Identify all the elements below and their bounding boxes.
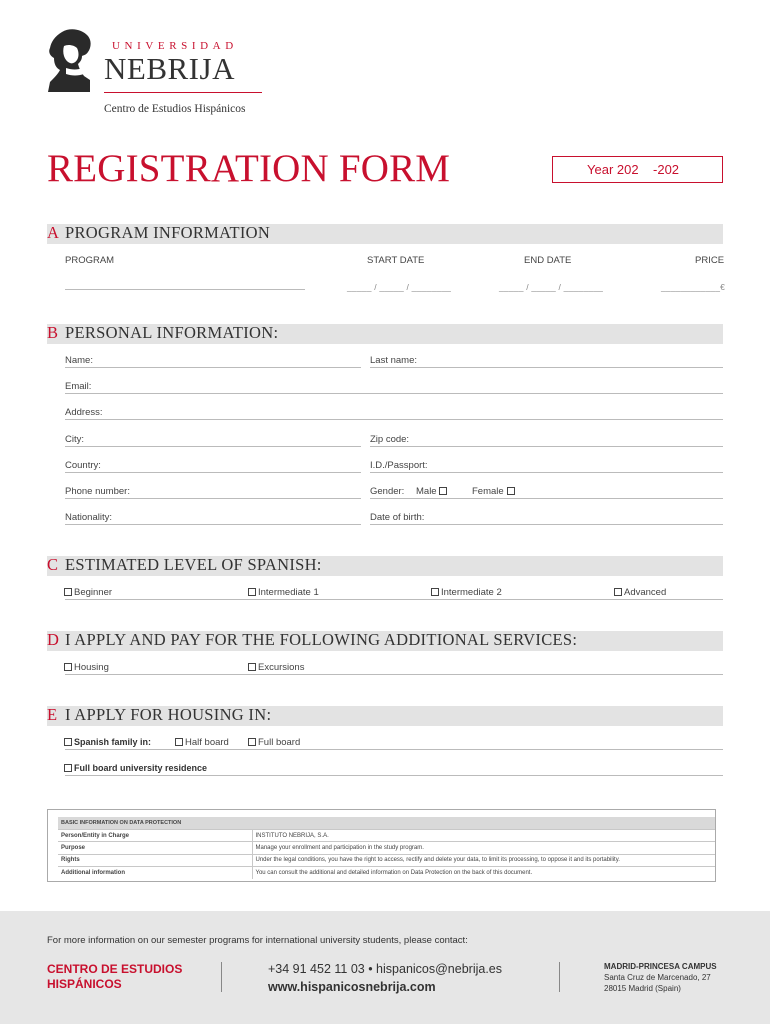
city-label: City: (65, 434, 84, 445)
address-label: Address: (65, 407, 103, 418)
checkbox-icon[interactable] (614, 588, 622, 596)
footer-address-line2: 28015 Madrid (Spain) (604, 984, 681, 993)
level-intermediate1-option[interactable] (248, 587, 319, 598)
gender-male-option[interactable] (416, 486, 449, 497)
section-title: PROGRAM INFORMATION (65, 223, 271, 242)
section-title: ESTIMATED LEVEL OF SPANISH: (65, 555, 322, 574)
level-divider (65, 599, 723, 600)
id-passport-field[interactable] (370, 472, 723, 473)
section-c-header (47, 556, 723, 576)
housing-label: Housing (74, 662, 109, 673)
checkbox-icon[interactable] (439, 487, 447, 495)
email-label: Email: (65, 381, 92, 392)
checkbox-icon[interactable] (64, 588, 72, 596)
table-row (58, 842, 715, 854)
section-title: PERSONAL INFORMATION: (65, 323, 279, 342)
program-column-label: PROGRAM (65, 255, 115, 266)
level-advanced-option[interactable] (614, 587, 666, 598)
data-protection-table (58, 817, 715, 879)
section-a-header (47, 224, 723, 244)
end-date-field[interactable]: _____ / _____ / ________ (499, 282, 604, 292)
checkbox-icon[interactable] (248, 588, 256, 596)
services-divider (65, 674, 723, 675)
zip-label: Zip code: (370, 434, 410, 445)
footer-divider (221, 962, 222, 992)
dp-key: Purpose (58, 842, 252, 854)
housing-half-board-option[interactable] (175, 737, 229, 748)
centro-subtitle: Centro de Estudios Hispánicos (104, 103, 246, 115)
dp-key: Additional information (58, 867, 252, 879)
level-intermediate2-option[interactable] (431, 587, 502, 598)
residence-divider (65, 775, 723, 776)
address-field[interactable] (65, 419, 723, 420)
level-beginner-option[interactable] (64, 587, 112, 598)
section-title: I APPLY AND PAY FOR THE FOLLOWING ADDITIONAL SERVICES: (65, 630, 578, 649)
dp-value: Manage your enrollment and participation in the study program. (252, 842, 715, 854)
section-letter: E (47, 705, 58, 724)
intermediate1-label: Intermediate 1 (258, 587, 319, 598)
price-column-label: PRICE (695, 255, 725, 266)
housing-residence-option[interactable] (64, 763, 207, 773)
last-name-label: Last name: (370, 355, 417, 366)
table-row (58, 854, 715, 866)
checkbox-icon[interactable] (248, 663, 256, 671)
advanced-label: Advanced (624, 587, 667, 598)
full-board-label: Full board (258, 737, 301, 748)
section-letter: A (47, 223, 59, 242)
footer-address-line1: Santa Cruz de Marcenado, 27 (604, 973, 711, 982)
half-board-label: Half board (185, 737, 229, 748)
dp-key: Person/Entity in Charge (58, 829, 252, 841)
last-name-field[interactable] (370, 367, 723, 368)
dob-field[interactable] (370, 524, 723, 525)
section-e-header (47, 706, 723, 726)
email-field[interactable] (65, 393, 723, 394)
residence-label: Full board university residence (74, 763, 208, 773)
name-label: Name: (65, 355, 93, 366)
checkbox-icon[interactable] (64, 738, 72, 746)
nationality-field[interactable] (65, 524, 361, 525)
spanish-family-label: Spanish family in: (74, 737, 152, 747)
start-date-column-label: START DATE (367, 255, 425, 266)
gender-label: Gender: (370, 486, 405, 497)
service-excursions-option[interactable] (248, 662, 304, 673)
section-b-header (47, 324, 723, 344)
female-label: Female (472, 486, 504, 497)
dob-label: Date of birth: (370, 512, 425, 523)
table-row (58, 817, 715, 829)
section-letter: C (47, 555, 59, 574)
footer-divider (559, 962, 560, 992)
footer-centro (47, 962, 197, 992)
gender-female-option[interactable] (472, 486, 517, 497)
section-letter: D (47, 630, 59, 649)
housing-divider (65, 749, 723, 750)
data-protection-header: BASIC INFORMATION ON DATA PROTECTION (58, 817, 715, 829)
dp-key: Rights (58, 854, 252, 866)
service-housing-option[interactable] (64, 662, 109, 673)
logo-divider (104, 92, 262, 93)
intermediate2-label: Intermediate 2 (441, 587, 502, 598)
male-label: Male (416, 486, 437, 497)
year-field[interactable]: Year 202 -202 (552, 156, 723, 183)
footer-centro-line1: CENTRO DE ESTUDIOS (47, 962, 183, 976)
page-title: REGISTRATION FORM (47, 147, 451, 190)
table-row (58, 829, 715, 841)
checkbox-icon[interactable] (248, 738, 256, 746)
footer-website-link[interactable]: www.hispanicosnebrija.com (268, 980, 436, 994)
gender-field-line (370, 498, 723, 499)
nebrija-logo-icon (44, 28, 94, 92)
dp-value: You can consult the additional and detailed information on Data Protection on the back of this document. (255, 870, 533, 876)
footer-contact[interactable]: +34 91 452 11 03 • hispanicos@nebrija.es (268, 962, 503, 976)
nationality-label: Nationality: (65, 512, 112, 523)
checkbox-icon[interactable] (64, 663, 72, 671)
dp-value: Under the legal conditions, you have the right to access, rectify and delete your data, to limit its processing, to oppose it and its portability. (252, 854, 715, 866)
price-field[interactable]: ____________€ (661, 282, 726, 292)
excursions-label: Excursions (258, 662, 305, 673)
phone-label: Phone number: (65, 486, 130, 497)
section-letter: B (47, 323, 59, 342)
country-field[interactable] (65, 472, 361, 473)
name-field[interactable] (65, 367, 361, 368)
checkbox-icon[interactable] (64, 764, 72, 772)
country-label: Country: (65, 460, 101, 471)
table-row (58, 867, 715, 879)
housing-full-board-option[interactable] (248, 737, 300, 748)
phone-field[interactable] (65, 498, 361, 499)
dp-value: INSTITUTO NEBRIJA, S.A. (252, 829, 715, 841)
university-word: UNIVERSIDAD (112, 40, 238, 52)
zip-field[interactable] (370, 446, 723, 447)
university-name: NEBRIJA (104, 51, 235, 86)
end-date-column-label: END DATE (524, 255, 572, 266)
footer-centro-line2: HISPÁNICOS (47, 977, 122, 991)
id-passport-label: I.D./Passport: (370, 460, 428, 471)
footer-campus: MADRID-PRINCESA CAMPUS (604, 962, 717, 971)
housing-spanish-family-option[interactable] (64, 737, 151, 747)
program-field[interactable] (65, 289, 305, 290)
beginner-label: Beginner (74, 587, 113, 598)
checkbox-icon[interactable] (175, 738, 183, 746)
city-field[interactable] (65, 446, 361, 447)
section-title: I APPLY FOR HOUSING IN: (65, 705, 272, 724)
section-d-header (47, 631, 723, 651)
footer-info: For more information on our semester programs for international university students, please contact: (47, 935, 468, 946)
start-date-field[interactable]: _____ / _____ / ________ (347, 282, 452, 292)
checkbox-icon[interactable] (431, 588, 439, 596)
checkbox-icon[interactable] (507, 487, 515, 495)
